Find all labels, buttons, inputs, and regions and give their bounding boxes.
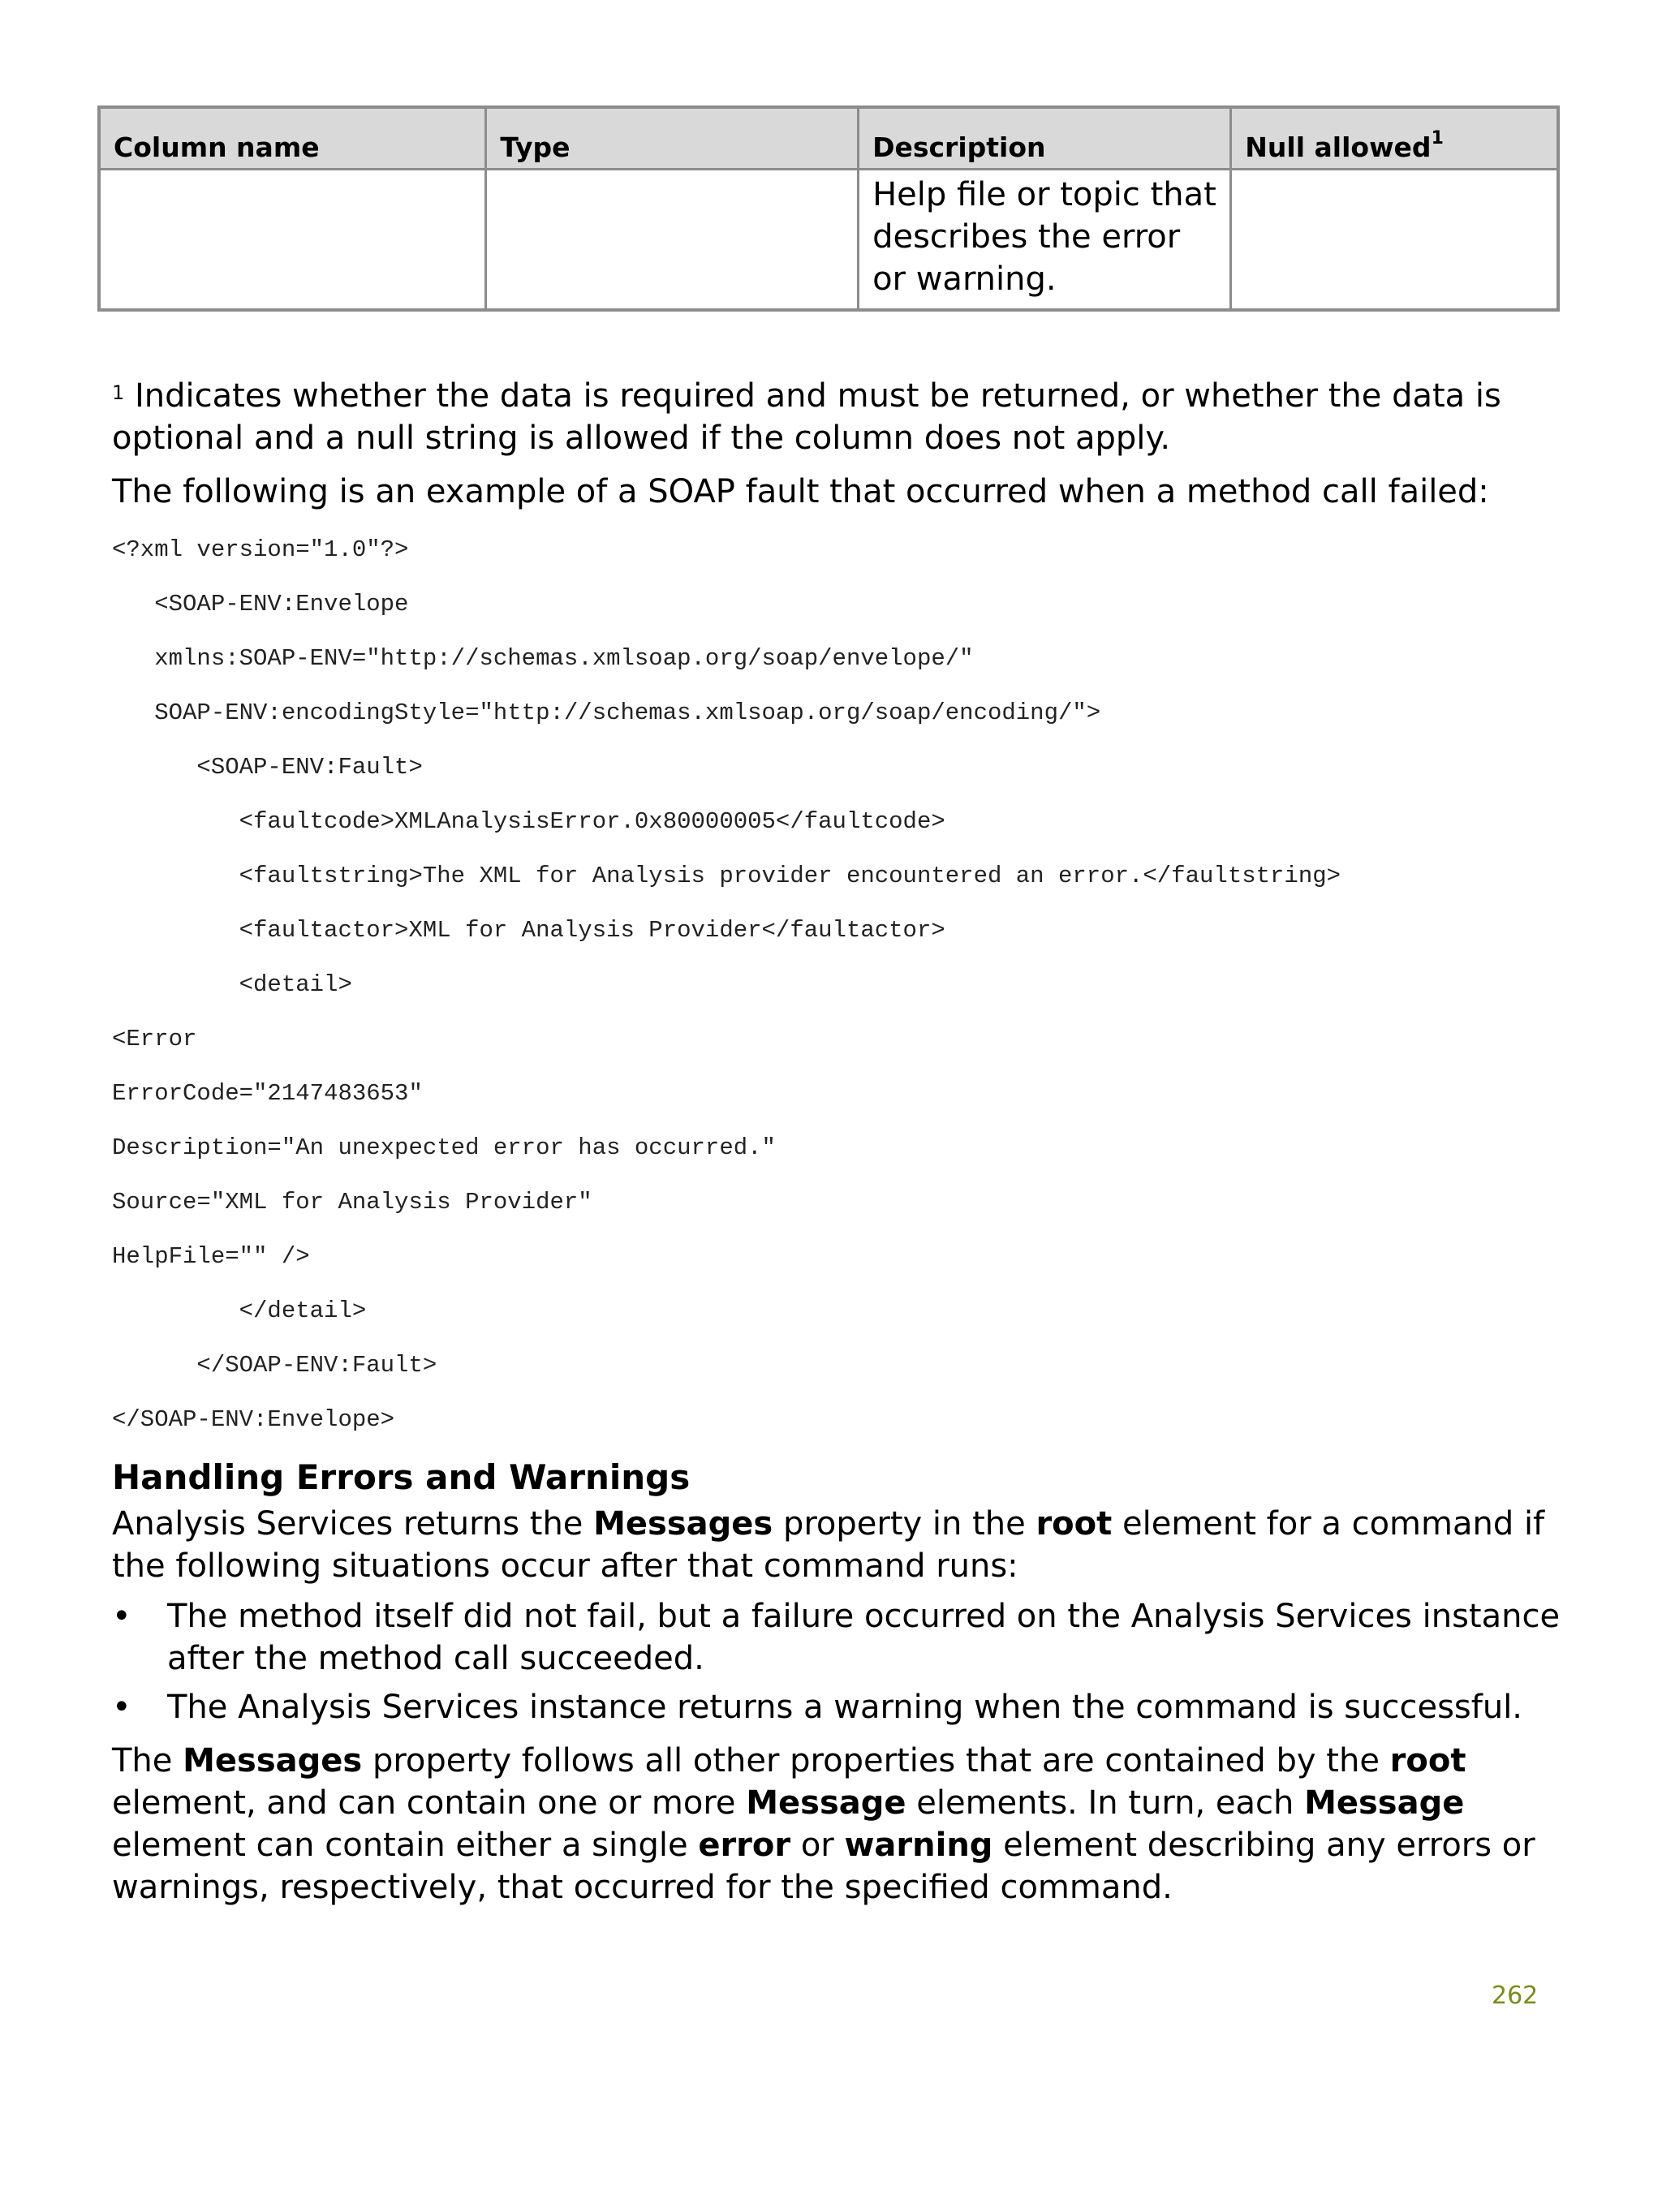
header-type: Type — [486, 107, 859, 169]
bold-run: Message — [746, 1784, 906, 1822]
header-column-name: Column name — [99, 107, 486, 169]
text-run: property follows all other properties that are contained by the — [362, 1742, 1390, 1779]
bold-run: root — [1389, 1742, 1466, 1779]
code-line: SOAP-ENV:encodingStyle="http://schemas.xmlsoap.org/soap/encoding/"> — [112, 699, 1101, 726]
cell-description: Help file or topic that describes the error or warning. — [859, 169, 1231, 310]
text-run: property in the — [773, 1505, 1036, 1543]
code-line: </detail> — [112, 1298, 367, 1324]
column-table — [97, 105, 1560, 312]
list-item-text: The method itself did not fail, but a failure occurred on the Analysis Services instance after the method call succeeded. — [167, 1598, 1561, 1677]
paragraph-messages-intro — [112, 1503, 1557, 1587]
text-run: element describing any errors or warnings, respectively, that occurred for the specified command. — [112, 1827, 1535, 1906]
bold-run: error — [698, 1827, 791, 1864]
code-line: HelpFile="" /> — [112, 1243, 310, 1270]
table-header-row — [99, 107, 1558, 169]
footnote-reference: 1 — [1431, 127, 1444, 148]
code-line: <?xml version="1.0"?> — [112, 536, 409, 563]
code-line: <faultcode>XMLAnalysisError.0x80000005</faultcode> — [112, 808, 945, 835]
paragraph-messages-property — [112, 1740, 1557, 1909]
bold-run: warning — [844, 1827, 993, 1864]
footnote — [112, 375, 1557, 459]
list-item-text: The Analysis Services instance returns a warning when the command is successful. — [167, 1689, 1523, 1726]
code-line: ErrorCode="2147483653" — [112, 1080, 423, 1107]
code-line: <faultactor>XML for Analysis Provider</faultactor> — [112, 917, 945, 944]
bullet-icon: • — [112, 1689, 131, 1726]
cell-type — [486, 169, 859, 310]
code-line: Source="XML for Analysis Provider" — [112, 1189, 592, 1216]
header-null-allowed — [1231, 107, 1558, 169]
bold-run: Messages — [593, 1505, 773, 1543]
text-run: Analysis Services returns the — [112, 1505, 594, 1543]
code-line: <SOAP-ENV:Fault> — [112, 754, 423, 781]
code-line: </SOAP-ENV:Fault> — [112, 1352, 437, 1379]
code-line: <faultstring>The XML for Analysis provider encountered an error.</faultstring> — [112, 863, 1341, 889]
text-run: element can contain either a single — [112, 1827, 699, 1864]
text-run: element, and can contain one or more — [112, 1784, 747, 1822]
code-line: </SOAP-ENV:Envelope> — [112, 1406, 395, 1433]
code-line: <SOAP-ENV:Envelope — [112, 591, 409, 618]
text-run: The — [112, 1742, 183, 1779]
table-row — [99, 169, 1558, 310]
text-run: or — [790, 1827, 845, 1864]
code-line: <Error — [112, 1026, 197, 1052]
cell-column-name — [99, 169, 486, 310]
code-line: <detail> — [112, 971, 352, 998]
text-run: elements. In turn, each — [906, 1784, 1305, 1822]
bullet-icon: • — [112, 1598, 131, 1635]
intro-paragraph: The following is an example of a SOAP fault that occurred when a method call failed: — [112, 473, 1489, 510]
bold-run: Message — [1304, 1784, 1465, 1822]
code-line: Description="An unexpected error has occurred." — [112, 1134, 776, 1161]
header-null-allowed-label: Null allowed — [1245, 131, 1432, 163]
footnote-marker: 1 — [112, 381, 125, 404]
header-description: Description — [859, 107, 1231, 169]
text-run: element for a command if the following situations occur after that command runs: — [112, 1505, 1545, 1585]
bold-run: Messages — [183, 1742, 363, 1779]
section-heading: Handling Errors and Warnings — [112, 1457, 691, 1497]
footnote-text: Indicates whether the data is required and must be returned, or whether the data is optional and a null string is allowed if the column does not apply. — [112, 377, 1501, 457]
code-line: xmlns:SOAP-ENV="http://schemas.xmlsoap.org/soap/envelope/" — [112, 645, 974, 672]
page-number: 262 — [1492, 1982, 1539, 2010]
bold-run: root — [1036, 1505, 1113, 1543]
cell-null-allowed — [1231, 169, 1558, 310]
